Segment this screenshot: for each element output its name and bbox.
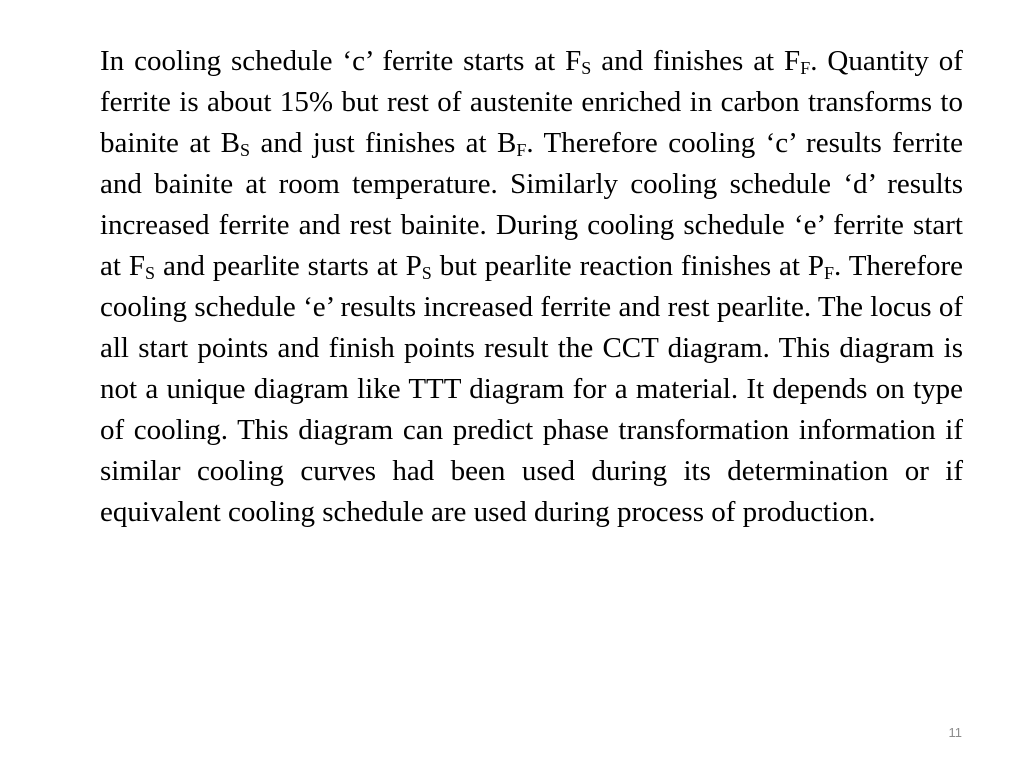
body-paragraph [100,41,963,533]
subscript-f: F [824,263,835,283]
subscript-s: S [145,263,156,283]
subscript-s: S [581,58,592,78]
subscript-f: F [800,58,811,78]
slide-number: 11 [948,725,962,740]
text-segment: but pearlite reaction finishes at P [431,250,825,282]
subscript-s: S [240,140,251,160]
text-segment: and finishes at F [591,45,801,77]
subscript-s: S [421,263,432,283]
text-segment: . Quantity of ferrite is about 15% but rest of austenite enriched in carbon transforms to bainite at B [100,45,963,159]
text-segment: . Therefore cooling ‘c’ results ferrite and bainite at room temperature. Similarly cooling schedule ‘d’ results increased ferrite and rest bainite. During cooling schedule ‘e’ ferrite start at F [100,127,963,282]
text-segment: . Therefore cooling schedule ‘e’ results increased ferrite and rest pearlite. The locus of all start points and finish points result the CCT diagram. This diagram is not a unique diagram like TTT diagram for a material. It depends on type of cooling. This diagram can predict phase transformation information if similar cooling curves had been used during its determination or if equivalent cooling schedule are used during process of production. [100,250,964,528]
text-segment: and pearlite starts at P [155,250,422,282]
text-segment: and just finishes at B [250,127,517,159]
subscript-f: F [516,140,527,160]
text-segment: In cooling schedule ‘c’ ferrite starts at F [100,45,582,77]
